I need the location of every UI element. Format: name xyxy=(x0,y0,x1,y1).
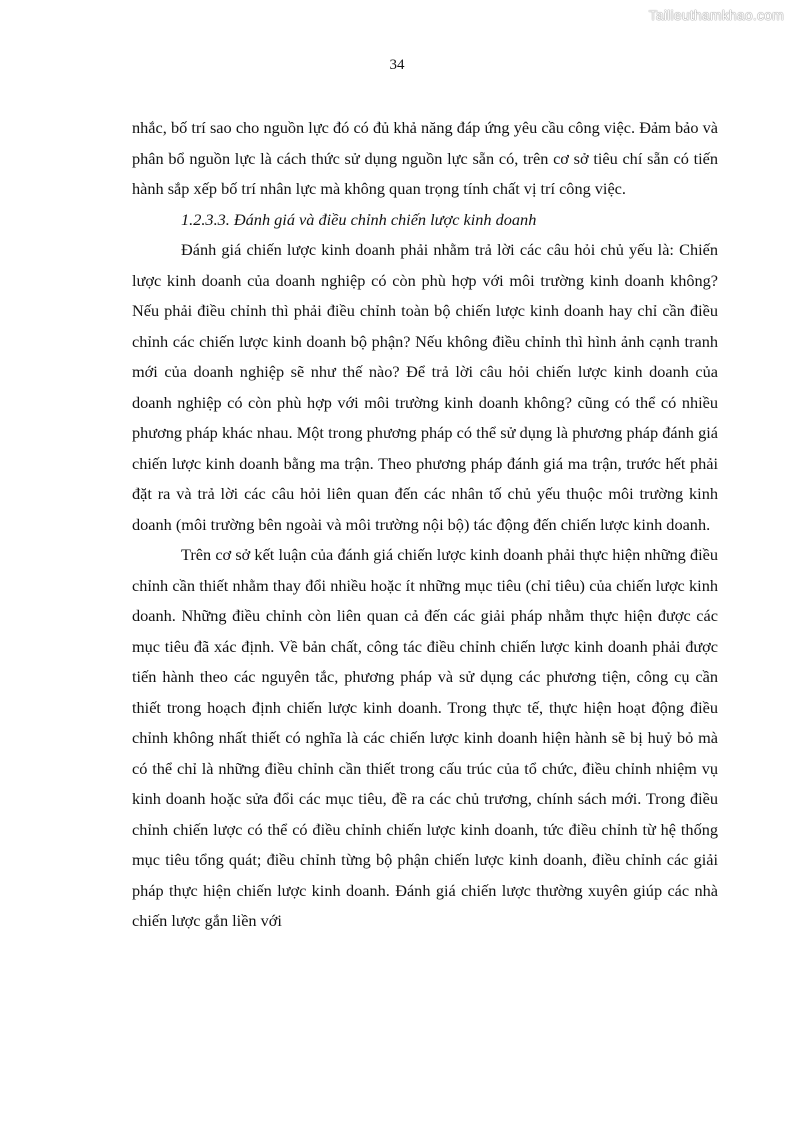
paragraph-evaluation: Đánh giá chiến lược kinh doanh phải nhằm trả lời các câu hỏi chủ yếu là: Chiến lược kinh doanh của doanh nghiệp có còn phù hợp với môi trường kinh doanh không? Nếu phải điều chỉnh thì phải điều chỉnh toàn bộ chiến lược kinh doanh hay chỉ cần điều chỉnh các chiến lược kinh doanh bộ phận? Nếu không điều chỉnh thì hình ảnh cạnh tranh mới của doanh nghiệp sẽ như thế nào? Để trả lời câu hỏi chiến lược kinh doanh của doanh nghiệp có còn phù hợp với môi trường kinh doanh không? cũng có thể có nhiều phương pháp khác nhau. Một trong phương pháp có thể sử dụng là phương pháp đánh giá chiến lược kinh doanh bằng ma trận. Theo phương pháp đánh giá ma trận, trước hết phải đặt ra và trả lời các câu hỏi liên quan đến các nhân tố chủ yếu thuộc môi trường kinh doanh (môi trường bên ngoài và môi trường nội bộ) tác động đến chiến lược kinh doanh. xyxy=(132,240,718,534)
paragraph-adjustment: Trên cơ sở kết luận của đánh giá chiến lược kinh doanh phải thực hiện những điều chỉnh cần thiết nhằm thay đổi nhiều hoặc ít những mục tiêu (chỉ tiêu) của chiến lược kinh doanh. Những điều chỉnh còn liên quan cả đến các giải pháp nhằm thực hiện được các mục tiêu đã xác định. Về bản chất, công tác điều chỉnh chiến lược kinh doanh phải được tiến hành theo các nguyên tắc, phương pháp và sử dụng các phương tiện, công cụ cần thiết trong hoạch định chiến lược kinh doanh. Trong thực tế, thực hiện hoạt động điều chỉnh không nhất thiết có nghĩa là các chiến lược kinh doanh hiện hành sẽ bị huỷ bỏ mà có thể chỉ là những điều chỉnh cần thiết trong cấu trúc của tổ chức, điều chỉnh nhiệm vụ kinh doanh hoặc sửa đổi các mục tiêu, đề ra các chủ trương, chính sách mới. Trong điều chỉnh chiến lược có thể có điều chỉnh chiến lược kinh doanh, tức điều chỉnh từ hệ thống mục tiêu tổng quát; điều chỉnh từng bộ phận chiến lược kinh doanh, điều chỉnh các giải pháp thực hiện chiến lược kinh doanh. Đánh giá chiến lược thường xuyên giúp các nhà chiến lược gắn liền với xyxy=(132,545,718,930)
document-body xyxy=(132,113,718,937)
page-number: 34 xyxy=(389,57,405,73)
section-heading: 1.2.3.3. Đánh giá và điều chỉnh chiến lược kinh doanh xyxy=(181,209,537,229)
watermark: Tailieuthamkhao.com xyxy=(648,7,784,23)
paragraph-continuation: nhắc, bố trí sao cho nguồn lực đó có đủ khả năng đáp ứng yêu cầu công việc. Đảm bảo và phân bổ nguồn lực là cách thức sử dụng nguồn lực sẵn có, trên cơ sở tiêu chí sẵn có tiến hành sắp xếp bố trí nhân lực mà không quan trọng tính chất vị trí công việc. xyxy=(132,118,718,198)
